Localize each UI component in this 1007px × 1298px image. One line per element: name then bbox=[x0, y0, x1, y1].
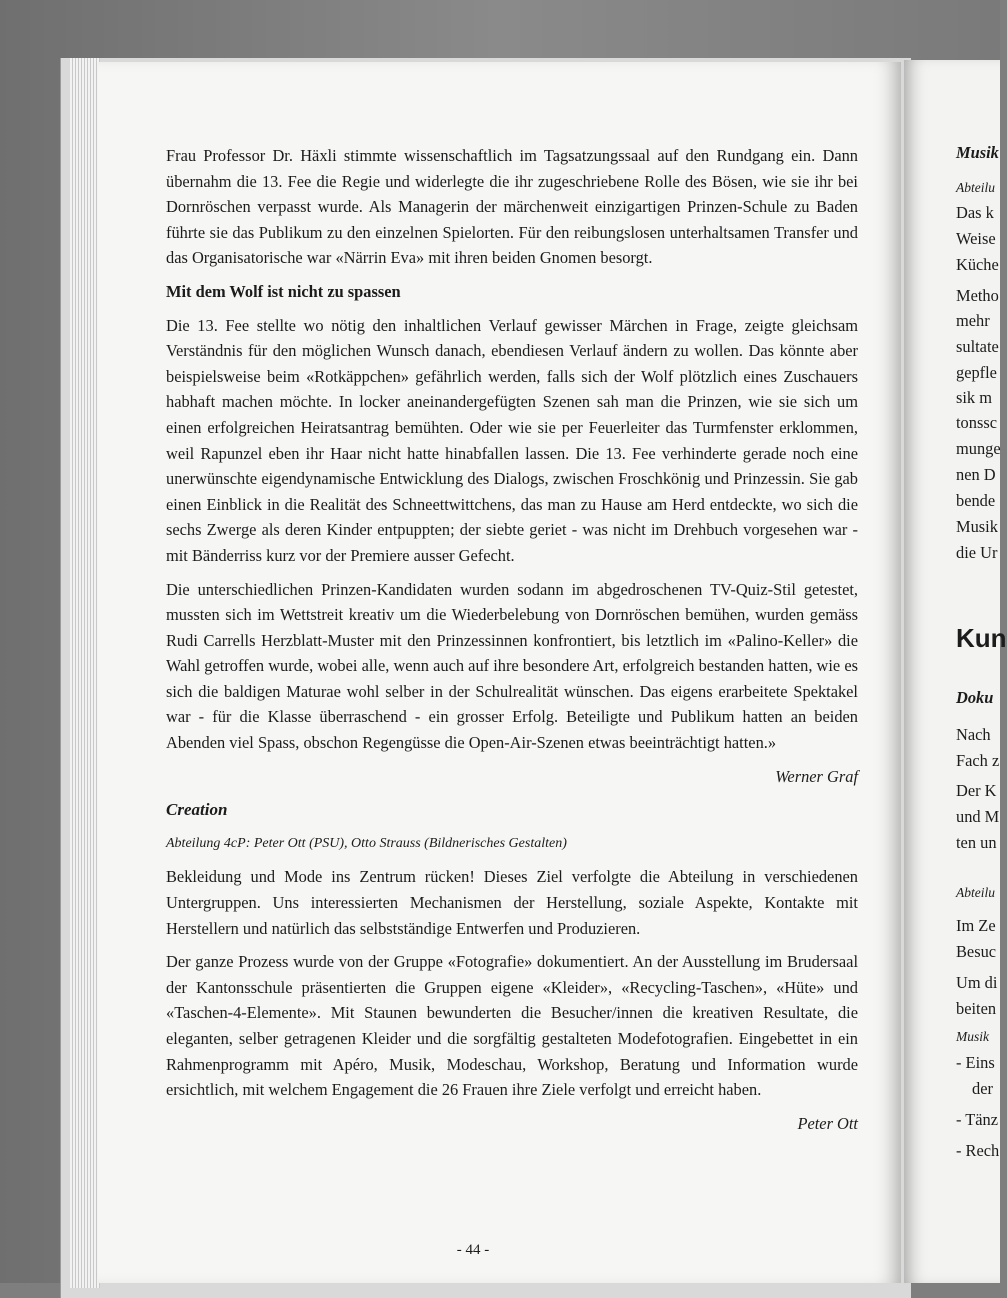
right-page-fragment: Kun bbox=[956, 623, 1007, 653]
right-page-fragment: Das k bbox=[956, 203, 994, 222]
right-page-fragment: Der K bbox=[956, 781, 997, 800]
right-page-fragment: nen D bbox=[956, 465, 996, 484]
left-page-text-column bbox=[166, 143, 858, 1144]
page-edges-stack bbox=[70, 58, 100, 1288]
right-page-fragment: der bbox=[972, 1079, 993, 1098]
right-page-fragment: Um di bbox=[956, 973, 998, 992]
right-page-fragment: Abteilu bbox=[956, 885, 995, 900]
right-page-fragment: tonssc bbox=[956, 413, 997, 432]
right-page-fragment: Musik bbox=[956, 517, 998, 536]
paragraph-prozess: Der ganze Prozess wurde von der Gruppe «Fotografie» dokumentiert. An der Ausstellung im Brudersaal der Kantonsschule präsentierten die Gruppen eigene «Kleider», «Recycling-Taschen», «Hüte» und «Taschen-4-Elemente». Mit Staunen bewunderten die Besucher/innen die kreativen Resultate, die eleganten, selber getragenen Kleider und die sorgfältig gestalteten Modefotografien. Eingebettet in ein Rahmenprogramm mit Apéro, Musik, Modeschau, Workshop, Beratung und Information wurde ersichtlich, mit welchem Engagement die 26 Frauen ihre Ziele verfolgt und erreicht haben. bbox=[166, 952, 858, 1100]
right-page-fragment: Küche bbox=[956, 255, 999, 274]
paragraph-wolf: Die 13. Fee stellte wo nötig den inhaltlichen Verlauf gewisser Märchen in Frage, zeigte gleichsam Verständnis für den möglichen Wunsch danach, ebendiesen Verlauf ändern zu wollen. Das könnte aber beispielsweise beim «Rotkäppchen» gefährlich werden, falls sich der Wolf plötzlich eines Zuschauers habhaft machen möchte. In locker aneinandergefügten Szenen sah man die Prinzen, wie sie sich um einen erfolgreichen Heiratsantrag bemühten. Oder wie sie per Feuerleiter das Turmfenster erklommen, weil Rapunzel eben ihr Haar nicht hatte hinabfallen lassen. Die 13. Fee verhinderte gerade noch eine unerwünschte eigendynamische Entwicklung des Dialogs, zwischen Froschkönig und Prinzessin. Sie gab einen Einblick in die Realität des Schneettwittchens, das man zu Hause am Herd entdeckte, wo sich die sechs Zwerge als deren Kinder entpuppten; der siebte geriet - was nicht im Drehbuch vorgesehen war - mit Bänderriss kurz vor der Premiere ausser Gefecht. bbox=[166, 315, 858, 565]
right-page-fragment: Metho bbox=[956, 286, 999, 305]
right-page-fragment: beiten bbox=[956, 999, 997, 1018]
right-page-fragment: - Eins bbox=[956, 1053, 995, 1072]
right-page-fragment: sik m bbox=[956, 388, 992, 407]
right-page-fragment: ten un bbox=[956, 833, 997, 852]
right-page-fragment: munge bbox=[956, 439, 1001, 458]
right-page-fragment: gepfle bbox=[956, 363, 997, 382]
page-number-text: - 44 - bbox=[456, 1242, 490, 1258]
right-page-fragment: Abteilu bbox=[956, 180, 995, 195]
department-line: Abteilung 4cP: Peter Ott (PSU), Otto Strauss (Bildnerisches Gestalten) bbox=[166, 835, 567, 851]
right-page-fragment: Nach bbox=[956, 725, 991, 744]
right-page-fragment: Fach z bbox=[956, 751, 1000, 770]
right-page-fragment: Musik bbox=[956, 1029, 989, 1044]
paragraph-prinzen: Die unterschiedlichen Prinzen-Kandidaten wurden sodann im abgedroschenen TV-Quiz-Stil getestet, mussten sich im Wettstreit kreativ um die Wiederbelebung von Dornröschen bemühen, wurden gemäss Rudi Carrells Herzblatt-Muster mit den Prinzessinnen konfrontiert, bis letztlich im «Palino-Keller» die Wahl getroffen wurde, wobei alle, wenn auch auf ihre besondere Art, erfolgreich bestanden hatten, wie es sich die baldigen Maturae wohl selber in der Schulrealität wünschen. Das eigens erarbeitete Spektakel war - für die Klasse überraschend - ein grosser Erfolg. Beteiligte und Publikum hatten an beiden Abenden viel Spass, obschon Regengüsse die Open-Air-Szenen etwas beeinträchtigt hatten.» bbox=[166, 579, 858, 753]
right-page-fragment: sultate bbox=[956, 337, 999, 356]
right-page-fragment: Im Ze bbox=[956, 916, 996, 935]
right-page-fragment: Doku bbox=[956, 688, 994, 707]
intro-paragraph: Frau Professor Dr. Häxli stimmte wissenschaftlich im Tagsatzungssaal auf den Rundgang ein. Dann übernahm die 13. Fee die Regie und widerlegte die ihr zugeschriebene Rolle des Bösen, wie sie ihr bei Dornröschen verpasst wurde. Als Managerin der märchenweit einzigartigen Prinzen-Schule zu Baden führte sie das Publikum zu den einzelnen Spielorten. Für den reibungslosen unterhaltsamen Transfer und das Organisatorische war «Närrin Eva» mit ihren beiden Gnomen besorgt. bbox=[166, 146, 858, 268]
right-page-fragment: - Rech bbox=[956, 1141, 1000, 1160]
page-number bbox=[0, 1242, 1000, 1259]
paragraph-bekleidung: Bekleidung und Mode ins Zentrum rücken! Dieses Ziel verfolgte die Abteilung in verschiedenen Untergruppen. Uns interessierten Mechanismen der Herstellung, soziale Aspekte, Kontakte mit Herstellern und natürlich das selbstständige Entwerfen und Produzieren. bbox=[166, 867, 858, 938]
signature-werner-graf: Werner Graf bbox=[775, 766, 858, 786]
right-page-fragment: - Tänz bbox=[956, 1110, 999, 1129]
right-page-fragment: die Ur bbox=[956, 543, 998, 562]
right-page-fragment: mehr bbox=[956, 311, 990, 330]
right-page-fragment: und M bbox=[956, 807, 1000, 826]
right-page-fragment: Musik bbox=[956, 143, 999, 162]
right-page-fragment: Weise bbox=[956, 229, 996, 248]
right-page-fragment: Besuc bbox=[956, 942, 997, 961]
subheading: Mit dem Wolf ist nicht zu spassen bbox=[166, 281, 401, 301]
section-title-creation: Creation bbox=[166, 800, 228, 820]
right-page-fragment: bende bbox=[956, 491, 996, 510]
signature-peter-ott: Peter Ott bbox=[797, 1113, 858, 1133]
